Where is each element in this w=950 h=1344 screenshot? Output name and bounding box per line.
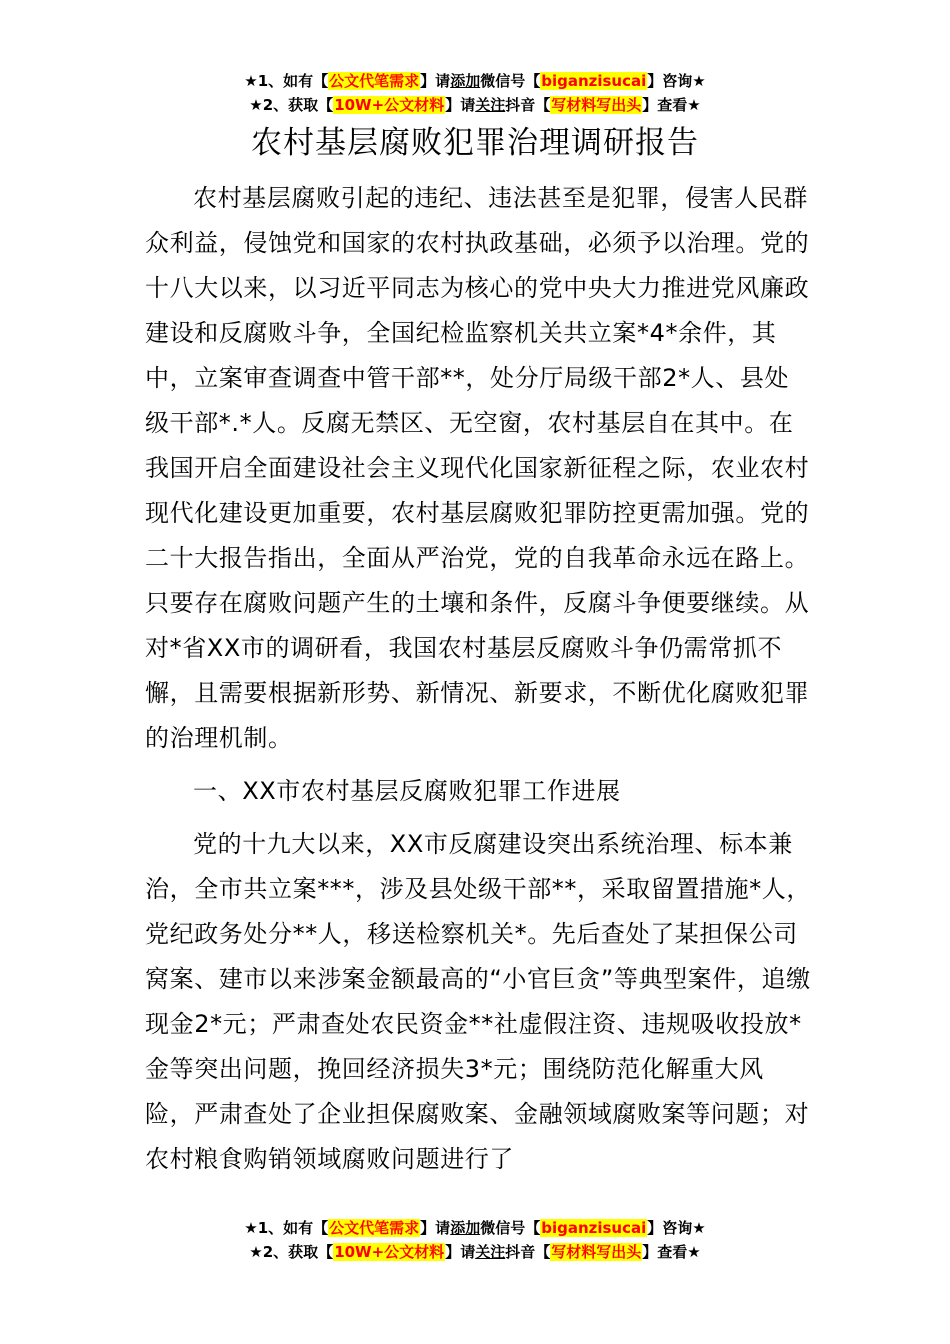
section-heading: 一、XX市农村基层反腐败犯罪工作进展 (193, 777, 621, 805)
highlight-douyin: 写材料写出头 (551, 1243, 642, 1261)
highlight-materials: 10W+公文材料 (334, 1243, 445, 1261)
highlight-materials: 10W+公文材料 (334, 96, 445, 114)
banner-line-2 (0, 93, 950, 117)
banner-text: ★2、获取【 (249, 1243, 334, 1261)
footer-banner (0, 1216, 950, 1264)
highlight-wechat-id: biganzisucai (541, 1219, 647, 1237)
document-title: 农村基层腐败犯罪治理调研报告 (251, 125, 699, 161)
banner-line-1 (0, 69, 950, 93)
banner-text: 】咨询★ (647, 72, 706, 90)
underlined-text: 添加 (450, 1219, 481, 1237)
underlined-text: 关注 (475, 1243, 506, 1261)
banner-text: ★1、如有【 (244, 1219, 329, 1237)
banner-text: 】查看★ (642, 96, 701, 114)
banner-text: 】请 (420, 1219, 451, 1237)
banner-text: ★2、获取【 (249, 96, 334, 114)
banner-text: ★1、如有【 (244, 72, 329, 90)
banner-line-2 (0, 1240, 950, 1264)
highlight-douyin: 写材料写出头 (551, 96, 642, 114)
underlined-text: 添加 (450, 72, 481, 90)
highlight-service: 公文代笔需求 (329, 72, 420, 90)
banner-text: 抖音【 (505, 96, 551, 114)
highlight-wechat-id: biganzisucai (541, 72, 647, 90)
banner-text: 】请 (420, 72, 451, 90)
document-body (145, 176, 813, 1182)
banner-text: 抖音【 (505, 1243, 551, 1261)
body-paragraph: 党的十九大以来，XX市反腐建设突出系统治理、标本兼治，全市共立案***，涉及县处级干部**，采取留置措施*人，党纪政务处分**人，移送检察机关*。先后查处了某担保公司窝案、建市以来涉案金额最高的“小官巨贪”等典型案件，追缴现金2*元；严肃查处农民资金**社虚假注资、违规吸收投放*金等突出问题，挽回经济损失3*元；围绕防范化解重大风险，严肃查处了企业担保腐败案、金融领域腐败案等问题；对农村粮食购销领域腐败问题进行了 (145, 830, 811, 1173)
banner-text: 微信号【 (480, 72, 541, 90)
banner-text: 】请 (445, 96, 476, 114)
header-banner (0, 69, 950, 117)
banner-text: 】请 (445, 1243, 476, 1261)
highlight-service: 公文代笔需求 (329, 1219, 420, 1237)
banner-text: 微信号【 (480, 1219, 541, 1237)
banner-line-1 (0, 1216, 950, 1240)
body-paragraph: 农村基层腐败引起的违纪、违法甚至是犯罪，侵害人民群众利益，侵蚀党和国家的农村执政基础，必须予以治理。党的十八大以来，以习近平同志为核心的党中央大力推进党风廉政建设和反腐败斗争，全国纪检监察机关共立案*4*余件，其中，立案审查调查中管干部**，处分厅局级干部2*人、县处级干部*.*人。反腐无禁区、无空窗，农村基层自在其中。在我国开启全面建设社会主义现代化国家新征程之际，农业农村现代化建设更加重要，农村基层腐败犯罪防控更需加强。党的二十大报告指出，全面从严治党，党的自我革命永远在路上。只要存在腐败问题产生的土壤和条件，反腐斗争便要继续。从对*省XX市的调研看，我国农村基层反腐败斗争仍需常抓不懈，且需要根据新形势、新情况、新要求，不断优化腐败犯罪的治理机制。 (145, 184, 810, 752)
underlined-text: 关注 (475, 96, 506, 114)
banner-text: 】咨询★ (647, 1219, 706, 1237)
banner-text: 】查看★ (642, 1243, 701, 1261)
